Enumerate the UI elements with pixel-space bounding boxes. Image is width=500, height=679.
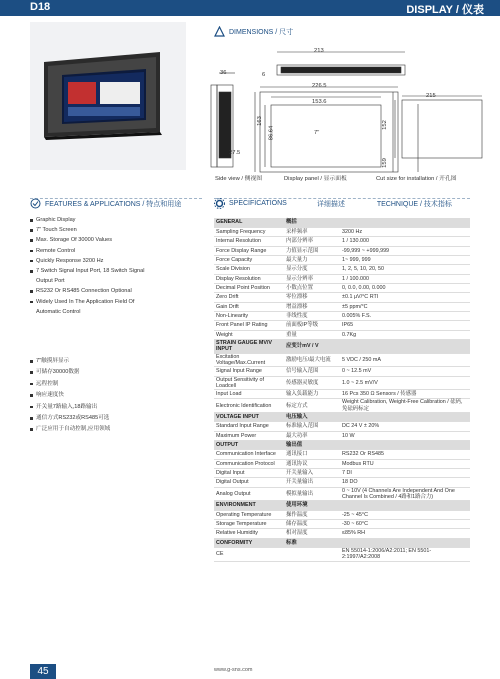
spec-value: 0, 0.0, 0.00, 0.000: [340, 283, 470, 292]
spec-value: 16 Pcs 350 Ω Sensors / 传感器: [340, 390, 470, 399]
spec-value: 1~ 999, 999: [340, 255, 470, 264]
spec-value: 5 VDC / 250 mA: [340, 353, 470, 367]
features-icon: [30, 198, 41, 209]
spec-name-cn: 概括: [284, 218, 340, 227]
feature-item-cn: 7"触摸屏显示: [30, 356, 110, 367]
spec-name: Digital Output: [214, 478, 284, 487]
spec-row: [214, 478, 470, 487]
page-number: 45: [30, 664, 56, 679]
feature-item-cont: Automatic Control: [36, 308, 81, 315]
spec-name: Sampling Frequency: [214, 227, 284, 236]
spec-section-row: [214, 218, 470, 227]
spec-name-cn: 操作温度: [284, 510, 340, 519]
spec-value: ±0.1 μV/°C RTI: [340, 293, 470, 302]
spec-name-cn: 最大功率: [284, 431, 340, 440]
spec-row: [214, 237, 470, 246]
spec-row: [214, 302, 470, 311]
spec-row: [214, 450, 470, 459]
specs-col3-title: TECHNIQUE / 技术指标: [376, 200, 452, 208]
spec-value: 0 ~ 10V (4 Channels Are Independent And One Channel Is Combined / 4路和1路合力): [340, 487, 470, 501]
spec-name-cn: 通讯协议: [284, 459, 340, 468]
spec-name: Weight: [214, 330, 284, 339]
spec-value: DC 24 V ± 20%: [340, 422, 470, 431]
spec-name-cn: 重量: [284, 330, 340, 339]
spec-row: [214, 353, 470, 367]
spec-name: STRAIN GAUGE MV/V INPUT: [214, 339, 284, 353]
spec-name-cn: 模拟量输出: [284, 487, 340, 501]
spec-row: [214, 399, 470, 413]
spec-value: [340, 413, 470, 422]
spec-value: 1, 2, 5, 10, 20, 50: [340, 265, 470, 274]
spec-name-cn: 非线性度: [284, 311, 340, 320]
spec-name-cn: 小数点位置: [284, 283, 340, 292]
spec-name: Operating Temperature: [214, 510, 284, 519]
spec-name: Maximum Power: [214, 431, 284, 440]
feature-item: Max. Storage Of 30000 Values: [30, 235, 145, 245]
gear-icon: [214, 198, 225, 209]
spec-row: [214, 520, 470, 529]
spec-value: 3200 Hz: [340, 227, 470, 236]
dim-label: 213: [314, 48, 324, 54]
spec-row: [214, 255, 470, 264]
spec-name: Front Panel IP Rating: [214, 321, 284, 330]
feature-item: RS232 Or RS485 Connection Optional: [30, 286, 145, 296]
spec-name-cn: 开关量输入: [284, 469, 340, 478]
category-title: DISPLAY / 仪表: [406, 4, 484, 16]
spec-name-cn: 通讯接口: [284, 450, 340, 459]
dim-label: 152: [381, 120, 388, 130]
spec-name-cn: 开关量输出: [284, 478, 340, 487]
spec-name-cn: 显示分度: [284, 265, 340, 274]
specs-table: [214, 218, 470, 562]
spec-name: Storage Temperature: [214, 520, 284, 529]
spec-name: OUTPUT: [214, 441, 284, 450]
spec-name-cn: 电压输入: [284, 413, 340, 422]
spec-name-cn: 最大量力: [284, 255, 340, 264]
spec-name-cn: 前面板IP等级: [284, 321, 340, 330]
spec-row: [214, 510, 470, 519]
spec-name: VOLTAGE INPUT: [214, 413, 284, 422]
spec-name-cn: 输入负载能力: [284, 390, 340, 399]
feature-item-cn: 响应速度快: [30, 390, 110, 401]
spec-name: Communication Protocol: [214, 459, 284, 468]
features-list-en: [30, 215, 145, 317]
spec-name-cn: 激励电压/最大电流: [284, 353, 340, 367]
spec-name: Non-Linearity: [214, 311, 284, 320]
spec-row: [214, 422, 470, 431]
spec-row: [214, 265, 470, 274]
feature-item-cn: 开关量7路输入,18路输出: [30, 402, 110, 413]
spec-row: [214, 529, 470, 538]
caption-cut-size: Cut size for installation / 开孔图: [376, 176, 457, 182]
spec-value: Weight Calibration, Weight-Free Calibration / 砝码, 免砝码标定: [340, 399, 470, 413]
spec-name: Analog Output: [214, 487, 284, 501]
website-url: www.g-sns.com: [214, 667, 253, 673]
spec-value: ±5 ppm/°C: [340, 302, 470, 311]
spec-row: [214, 367, 470, 376]
spec-value: Modbus RTU: [340, 459, 470, 468]
feature-item: Graphic Display: [30, 215, 145, 225]
feature-item: 7" Touch Screen: [30, 225, 145, 235]
spec-name: Internal Resolution: [214, 237, 284, 246]
feature-item-cn: 远程控制: [30, 379, 110, 390]
spec-value: [340, 339, 470, 353]
spec-row: [214, 283, 470, 292]
spec-row: [214, 390, 470, 399]
caption-display-panel: Display panel / 显示面板: [284, 176, 347, 182]
spec-name: Communication Interface: [214, 450, 284, 459]
spec-row: [214, 227, 470, 236]
spec-name: Gain Drift: [214, 302, 284, 311]
spec-value: 18 DO: [340, 478, 470, 487]
feature-item: Quickly Response 3200 Hz: [30, 256, 145, 266]
spec-name: ENVIRONMENT: [214, 501, 284, 510]
dim-label: 7": [314, 130, 320, 136]
spec-name: Excitation Voltage/Max.Current: [214, 353, 284, 367]
spec-name-cn: 增益漂移: [284, 302, 340, 311]
feature-item-cont: Output Port: [36, 278, 65, 285]
spec-row: [214, 246, 470, 255]
spec-name-cn: 标准输入范围: [284, 422, 340, 431]
spec-row: [214, 330, 470, 339]
spec-value: [340, 501, 470, 510]
spec-name-cn: 力值显示范围: [284, 246, 340, 255]
spec-name: GENERAL: [214, 218, 284, 227]
spec-name: Scale Division: [214, 265, 284, 274]
feature-item: Remote Control: [30, 246, 145, 256]
spec-value: IP65: [340, 321, 470, 330]
feature-item: 7 Switch Signal Input Port, 18 Switch Signal: [30, 266, 145, 276]
spec-row: [214, 274, 470, 283]
dim-label: 159: [381, 158, 388, 168]
spec-row: [214, 487, 470, 501]
feature-item-cn: 通信方式RS232或RS485可选: [30, 413, 110, 424]
spec-row: [214, 321, 470, 330]
dim-label: 6: [262, 72, 266, 78]
spec-name: Output Sensitivity of Loadcell: [214, 376, 284, 390]
spec-name-cn: 采样频率: [284, 227, 340, 236]
spec-name: Decimal Point Position: [214, 283, 284, 292]
spec-row: [214, 431, 470, 440]
spec-value: 10 W: [340, 431, 470, 440]
spec-value: [340, 441, 470, 450]
dim-label: 27.5: [229, 150, 241, 156]
spec-row: [214, 376, 470, 390]
spec-name-cn: 信号输入范围: [284, 367, 340, 376]
dim-label: 153.6: [312, 99, 327, 105]
spec-value: 0.7Kg: [340, 330, 470, 339]
features-list-cn: [30, 356, 110, 436]
caption-side-view: Side view / 侧视图: [215, 176, 263, 182]
spec-name: Electronic Identification: [214, 399, 284, 413]
spec-value: 7 DI: [340, 469, 470, 478]
spec-name-cn: 显示分辨率: [284, 274, 340, 283]
spec-name: CONFORMITY: [214, 538, 284, 547]
spec-name: Relative Humidity: [214, 529, 284, 538]
spec-value: RS232 Or RS485: [340, 450, 470, 459]
spec-row: [214, 459, 470, 468]
spec-name-cn: 使用环境: [284, 501, 340, 510]
model-title: D18: [30, 1, 51, 13]
dim-label: 163: [256, 116, 263, 126]
spec-row: [214, 293, 470, 302]
features-title: FEATURES & APPLICATIONS / 特点和用途: [45, 200, 182, 208]
spec-name: Force Capacity: [214, 255, 284, 264]
spec-name-cn: 零位漂移: [284, 293, 340, 302]
spec-name: Zero Drift: [214, 293, 284, 302]
spec-name-cn: 传感器灵敏度: [284, 376, 340, 390]
spec-name: Input Load: [214, 390, 284, 399]
spec-name-cn: 输出值: [284, 441, 340, 450]
spec-row: [214, 311, 470, 320]
dim-label: 226.5: [312, 83, 327, 89]
spec-section-row: [214, 441, 470, 450]
spec-name-cn: 应变计mV / V: [284, 339, 340, 353]
dimensions-heading: [214, 26, 293, 37]
spec-name-cn: 相对湿度: [284, 529, 340, 538]
dim-label: 215: [426, 93, 436, 99]
spec-value: 1 / 130.000: [340, 237, 470, 246]
spec-name-cn: 标定方式: [284, 399, 340, 413]
spec-value: 1.0 ~ 2.5 mV/V: [340, 376, 470, 390]
spec-name: CE: [214, 548, 284, 562]
feature-item-cn: 可储存30000数据: [30, 367, 110, 378]
spec-value: 0 ~ 12.5 mV: [340, 367, 470, 376]
spec-name: Digital Input: [214, 469, 284, 478]
ruler-icon: [214, 26, 225, 37]
spec-name-cn: 储存温度: [284, 520, 340, 529]
spec-value: -30 ~ 60°C: [340, 520, 470, 529]
spec-section-row: [214, 413, 470, 422]
spec-section-row: [214, 339, 470, 353]
spec-value: [340, 538, 470, 547]
specs-title: SPECIFICATIONS: [229, 200, 287, 207]
spec-value: -99,999 ~ +999,999: [340, 246, 470, 255]
spec-name: Display Resolution: [214, 274, 284, 283]
spec-value: 1 / 100.000: [340, 274, 470, 283]
spec-name: Standard Input Range: [214, 422, 284, 431]
dim-label: 36: [220, 70, 227, 76]
spec-section-row: [214, 538, 470, 547]
feature-item: Widely Used In The Application Field Of: [30, 297, 145, 307]
spec-name: Signal Input Range: [214, 367, 284, 376]
spec-value: -25 ~ 45°C: [340, 510, 470, 519]
spec-row: [214, 548, 470, 562]
specs-heading: [214, 198, 452, 209]
spec-name-cn: 标准: [284, 538, 340, 547]
features-heading: [30, 198, 181, 209]
spec-section-row: [214, 501, 470, 510]
feature-item-cn: 广泛应用于自动控制,应用领域: [30, 424, 110, 435]
spec-value: [340, 218, 470, 227]
product-photo: [30, 22, 186, 170]
spec-name: Force Display Range: [214, 246, 284, 255]
top-bar: [0, 0, 500, 16]
dimensions-title: DIMENSIONS / 尺寸: [229, 28, 294, 36]
spec-name-cn: [284, 548, 340, 562]
dim-label: 86.64: [268, 125, 275, 141]
specs-col2-title: 详细描述: [316, 200, 345, 208]
spec-row: [214, 469, 470, 478]
spec-value: ≤85% RH: [340, 529, 470, 538]
spec-name-cn: 内部分辨率: [284, 237, 340, 246]
spec-value: EN 55014-1:2006/A2:2011; EN 5501-2:1997/A2:2008: [340, 548, 470, 562]
spec-value: 0.005% F.S.: [340, 311, 470, 320]
